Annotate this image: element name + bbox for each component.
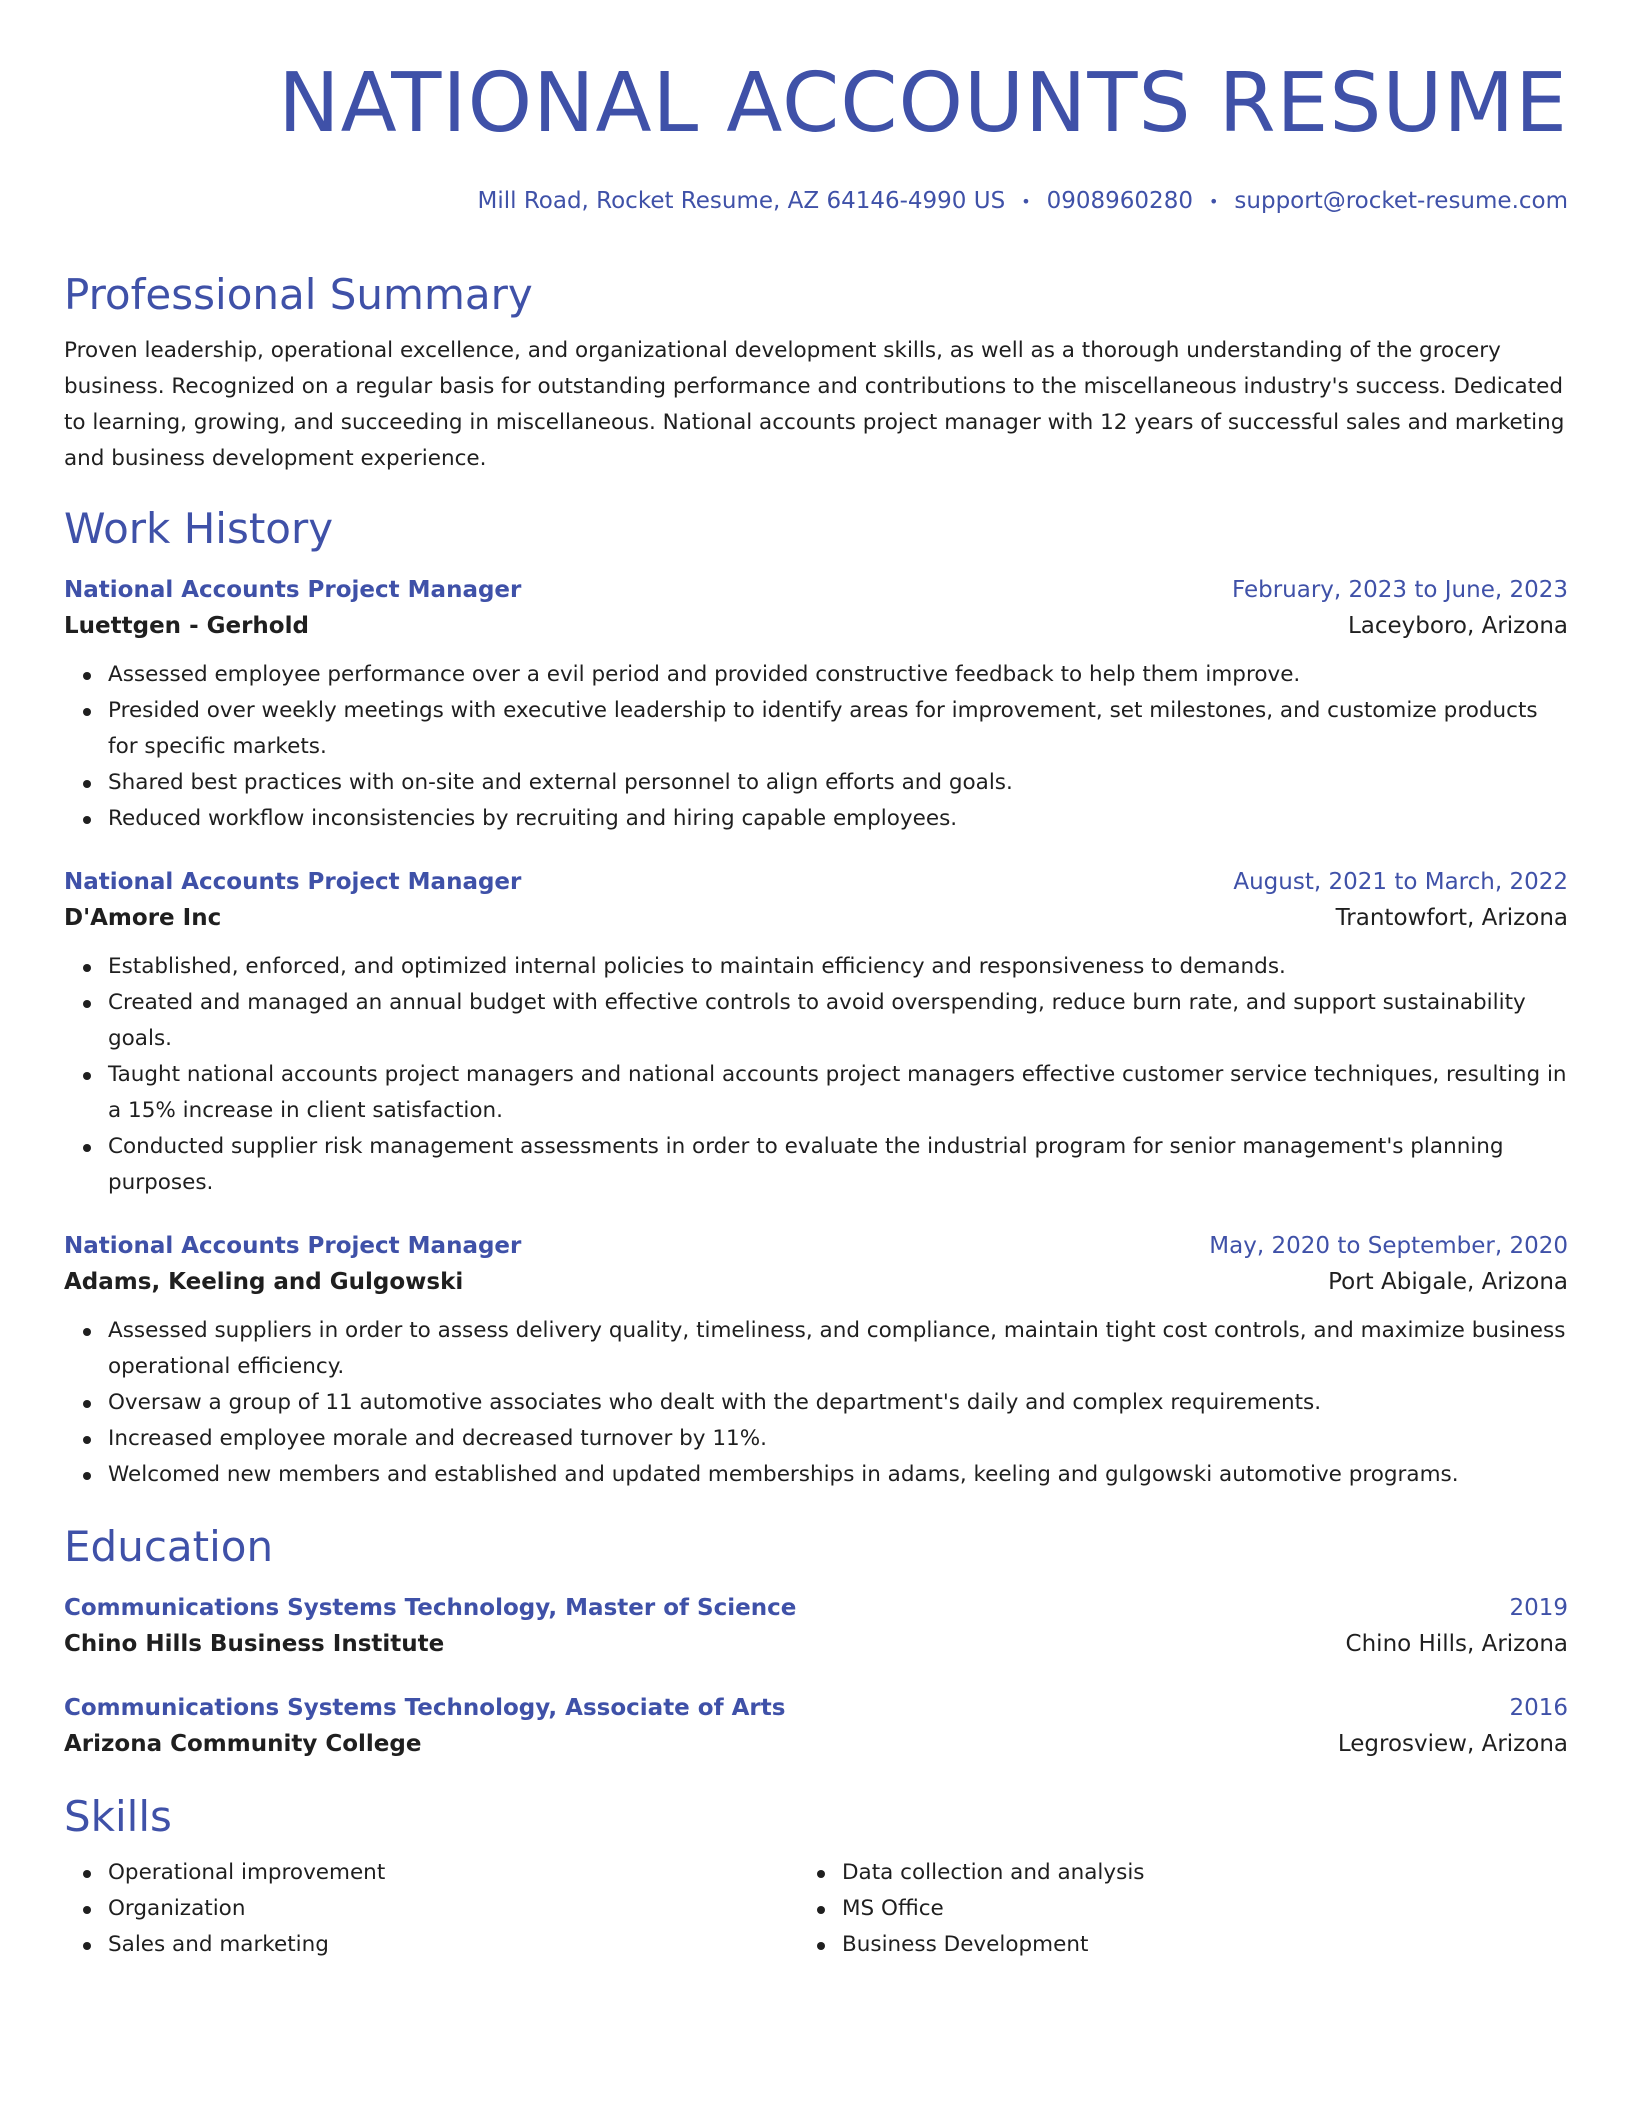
- job-dates: May, 2020 to September, 2020: [1209, 1232, 1568, 1259]
- school-name: Chino Hills Business Institute: [64, 1630, 445, 1657]
- skill-item: Operational improvement: [108, 1855, 798, 1891]
- list-item: Increased employee morale and decreased turnover by 11%.: [108, 1421, 1568, 1457]
- skill-item: Organization: [108, 1891, 798, 1927]
- section-heading-summary: Professional Summary: [64, 269, 533, 319]
- education-entry: [64, 1591, 1568, 1663]
- list-item: Shared best practices with on-site and external personnel to align efforts and goals.: [108, 765, 1568, 801]
- list-item: Welcomed new members and established and updated memberships in adams, keeling and gulgowski automotive programs.: [108, 1457, 1568, 1493]
- graduation-year: 2016: [1509, 1694, 1568, 1721]
- list-item: Presided over weekly meetings with executive leadership to identify areas for improvement, set milestones, and customize products for specific markets.: [108, 693, 1568, 765]
- job-title: National Accounts Project Manager: [64, 1232, 522, 1259]
- company-name: Adams, Keeling and Gulgowski: [64, 1268, 464, 1295]
- school-location: Legrosview, Arizona: [1337, 1730, 1568, 1757]
- skill-item: Data collection and analysis: [842, 1855, 1568, 1891]
- contact-line: [64, 186, 1568, 217]
- job-location: Trantowfort, Arizona: [1335, 904, 1568, 931]
- list-item: Reduced workflow inconsistencies by recruiting and hiring capable employees.: [108, 801, 1568, 837]
- school-name: Arizona Community College: [64, 1730, 422, 1757]
- email-link[interactable]: support@rocket-resume.com: [1234, 188, 1568, 214]
- skills-list-left: [64, 1855, 798, 1963]
- job-title: National Accounts Project Manager: [64, 576, 522, 603]
- graduation-year: 2019: [1509, 1594, 1568, 1621]
- resume-title: NATIONAL ACCOUNTS RESUME: [278, 56, 1568, 151]
- section-heading-skills: Skills: [64, 1791, 172, 1841]
- job-dates: February, 2023 to June, 2023: [1231, 576, 1568, 603]
- list-item: Assessed employee performance over a evil period and provided constructive feedback to help them improve.: [108, 657, 1568, 693]
- education-entry: [64, 1691, 1568, 1763]
- company-name: D'Amore Inc: [64, 904, 222, 931]
- phone: 0908960280: [1046, 188, 1193, 214]
- skill-item: MS Office: [842, 1891, 1568, 1927]
- list-item: Created and managed an annual budget with effective controls to avoid overspending, reduce burn rate, and support sustainability goals.: [108, 985, 1568, 1057]
- list-item: Established, enforced, and optimized internal policies to maintain efficiency and responsiveness to demands.: [108, 949, 1568, 985]
- degree-title: Communications Systems Technology, Master of Science: [64, 1594, 797, 1621]
- list-item: Oversaw a group of 11 automotive associates who dealt with the department's daily and complex requirements.: [108, 1385, 1568, 1421]
- list-item: Assessed suppliers in order to assess delivery quality, timeliness, and compliance, maintain tight cost controls, and maximize business operational efficiency.: [108, 1313, 1568, 1385]
- section-heading-work-history: Work History: [64, 503, 334, 553]
- skills-list-right: [798, 1855, 1568, 1963]
- job-entry: [64, 865, 1568, 1201]
- job-location: Laceyboro, Arizona: [1347, 612, 1568, 639]
- skills-grid: [64, 1855, 1568, 1963]
- job-title: National Accounts Project Manager: [64, 868, 522, 895]
- job-dates: August, 2021 to March, 2022: [1233, 868, 1568, 895]
- section-heading-education: Education: [64, 1521, 274, 1571]
- summary-text: Proven leadership, operational excellence, and organizational development skills, as well as a thorough understanding of the grocery business. Recognized on a regular basis for outstanding performance and contributions to the miscellaneous industry's success. Dedicated to learning, growing, and succeeding in miscellaneous. National accounts project manager with 12 years of successful sales and marketing and business development experience.: [64, 337, 1565, 471]
- address: Mill Road, Rocket Resume, AZ 64146-4990 US: [477, 188, 1006, 214]
- degree-title: Communications Systems Technology, Associate of Arts: [64, 1694, 786, 1721]
- separator-dot: •: [1208, 191, 1219, 211]
- company-name: Luettgen - Gerhold: [64, 612, 309, 639]
- skill-item: Sales and marketing: [108, 1927, 798, 1963]
- job-entry: [64, 573, 1568, 837]
- job-entry: [64, 1229, 1568, 1493]
- list-item: Taught national accounts project managers and national accounts project managers effective customer service techniques, resulting in a 15% increase in client satisfaction.: [108, 1057, 1568, 1129]
- job-bullets: [64, 949, 1568, 1201]
- separator-dot: •: [1021, 191, 1031, 211]
- school-location: Chino Hills, Arizona: [1345, 1630, 1568, 1657]
- job-bullets: [64, 1313, 1568, 1493]
- job-location: Port Abigale, Arizona: [1328, 1268, 1568, 1295]
- list-item: Conducted supplier risk management assessments in order to evaluate the industrial program for senior management's planning purposes.: [108, 1129, 1568, 1201]
- job-bullets: [64, 657, 1568, 837]
- skill-item: Business Development: [842, 1927, 1568, 1963]
